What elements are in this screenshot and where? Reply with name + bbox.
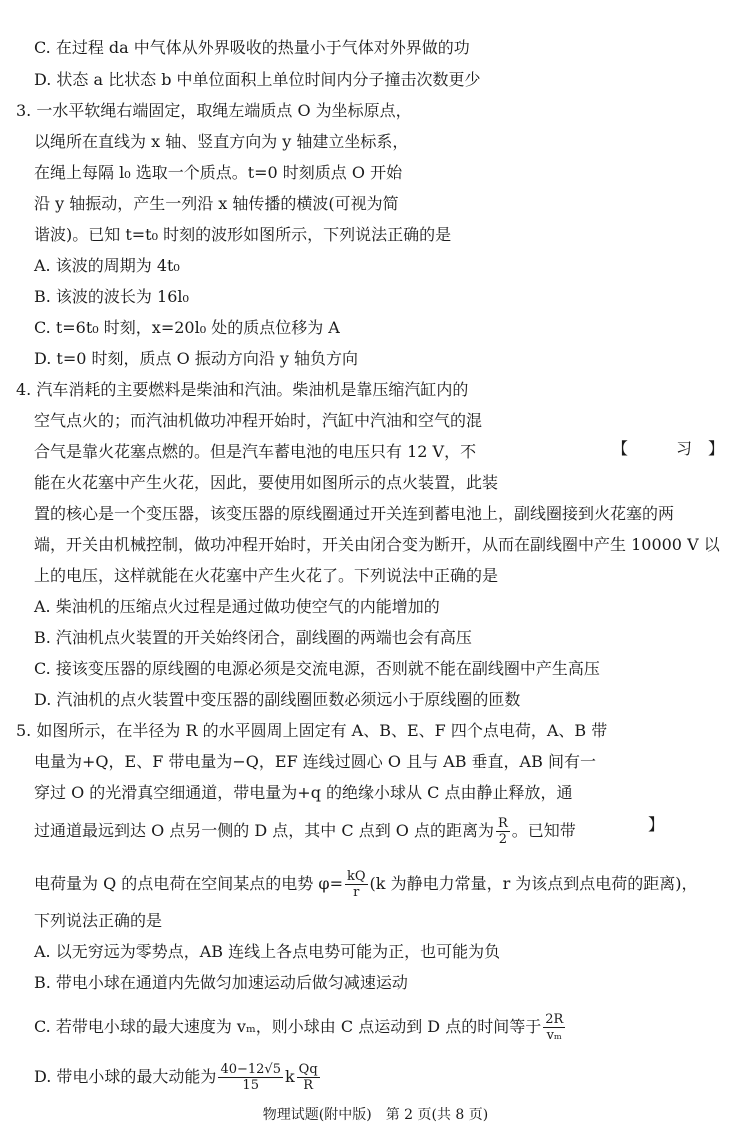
fraction-qq-over-r — [297, 1062, 320, 1093]
q5-stem-line-4-tail: 。已知带 — [511, 821, 576, 840]
fraction-2r-over-vm — [543, 1012, 565, 1043]
q5-option-d-k: k — [284, 1067, 295, 1086]
q5-stem-line-5-text: 电荷量为 Q 的点电荷在空间某点的电势 φ= — [34, 874, 343, 893]
q3-option-d: D. t=0 时刻，质点 O 振动方向沿 y 轴负方向 — [34, 349, 359, 368]
q3-option-c: C. t=6t₀ 时刻，x=20l₀ 处的质点位移为 A — [34, 318, 340, 337]
q5-stem-line-4-text: 过通道最远到达 O 点另一侧的 D 点，其中 C 点到 O 点的距离为 — [34, 821, 494, 840]
q5-option-a: A. 以无穷远为零势点，AB 连线上各点电势可能为正，也可能为负 — [34, 942, 501, 961]
q4-stem-line-4: 能在火花塞中产生火花，因此，要使用如图所示的点火装置，此装 — [34, 473, 499, 492]
q3-stem-line-5: 谐波)。已知 t=t₀ 时刻的波形如图所示，下列说法正确的是 — [34, 225, 452, 244]
fraction-denominator: r — [353, 885, 360, 900]
q3-stem-line-1: 3. 一水平软绳右端固定，取绳左端质点 O 为坐标原点， — [16, 101, 412, 120]
q4-stem-line-6: 端，开关由机械控制，做功冲程开始时，开关由闭合变为断开，从而在副线圈中产生 10000 V 以 — [34, 535, 720, 554]
fraction-numerator: kQ — [347, 869, 366, 884]
q3-option-a: A. 该波的周期为 4t₀ — [34, 256, 180, 275]
fraction-numerator: R — [498, 816, 508, 831]
q5-stem-line-4 — [34, 816, 576, 847]
fraction-numerator: 40−12√5 — [220, 1062, 281, 1077]
fraction-denominator: 2 — [498, 832, 508, 847]
q3-option-b: B. 该波的波长为 16l₀ — [34, 287, 189, 306]
q5-side-bracket: 】 — [648, 815, 665, 834]
q5-option-c-text: C. 若带电小球的最大速度为 vₘ，则小球由 C 点运动到 D 点的时间等于 — [34, 1017, 542, 1036]
q3-stem-line-2: 以绳所在直线为 x 轴、竖直方向为 y 轴建立坐标系， — [34, 132, 409, 151]
q5-option-d — [34, 1062, 322, 1093]
q4-stem-line-7: 上的电压，这样就能在火花塞中产生火花了。下列说法中正确的是 — [34, 566, 499, 585]
q4-side-bracket: 【 习 】 — [612, 439, 725, 458]
q5-stem-line-3: 穿过 O 的光滑真空细通道，带电量为+q 的绝缘小球从 C 点由静止释放，通 — [34, 783, 573, 802]
fraction-numerator: Qq — [298, 1062, 318, 1077]
fraction-kq-over-r — [345, 869, 368, 900]
q4-option-a: A. 柴油机的压缩点火过程是通过做功使空气的内能增加的 — [34, 597, 440, 616]
fraction-numerator: 2R — [545, 1012, 564, 1027]
fraction-denominator: R — [303, 1078, 314, 1093]
q4-stem-line-1: 4. 汽车消耗的主要燃料是柴油和汽油。柴油机是靠压缩汽缸内的 — [16, 380, 469, 399]
q2-option-c: C. 在过程 da 中气体从外界吸收的热量小于气体对外界做的功 — [34, 38, 470, 57]
q3-stem-line-3: 在绳上每隔 l₀ 选取一个质点。t=0 时刻质点 O 开始 — [34, 163, 403, 182]
fraction-denominator: vₘ — [546, 1028, 562, 1043]
fraction-denominator: 15 — [242, 1078, 259, 1093]
q4-stem-line-3: 合气是靠火花塞点燃的。但是汽车蓄电池的电压只有 12 V，不 — [34, 442, 477, 461]
q4-option-b: B. 汽油机点火装置的开关始终闭合，副线圈的两端也会有高压 — [34, 628, 472, 647]
q3-stem-line-4: 沿 y 轴振动，产生一列沿 x 轴传播的横波(可视为简 — [34, 194, 399, 213]
q5-stem-line-1: 5. 如图所示，在半径为 R 的水平圆周上固定有 A、B、E、F 四个点电荷，A、B 带 — [16, 721, 608, 740]
q5-stem-line-5-tail: (k 为静电力常量，r 为该点到点电荷的距离)， — [369, 874, 698, 893]
q5-option-b: B. 带电小球在通道内先做匀加速运动后做匀减速运动 — [34, 973, 408, 992]
q5-stem-line-2: 电量为+Q，E、F 带电量为−Q，EF 连线过圆心 O 且与 AB 垂直，AB 间有一 — [34, 752, 596, 771]
q5-option-d-text: D. 带电小球的最大动能为 — [34, 1067, 217, 1086]
q5-stem-line-5 — [34, 869, 698, 900]
fraction-r-over-2 — [496, 816, 510, 847]
q5-stem-line-6: 下列说法正确的是 — [34, 911, 163, 930]
page-footer: 物理试题(附中版) 第 2 页(共 8 页) — [262, 1107, 489, 1123]
q4-option-d: D. 汽油机的点火装置中变压器的副线圈匝数必须远小于原线圈的匝数 — [34, 690, 521, 709]
q4-option-c: C. 接该变压器的原线圈的电源必须是交流电源，否则就不能在副线圈中产生高压 — [34, 659, 600, 678]
q4-stem-line-5: 置的核心是一个变压器，该变压器的原线圈通过开关连到蓄电池上，副线圈接到火花塞的两 — [34, 504, 675, 523]
fraction-energy-coefficient — [218, 1062, 283, 1093]
q4-stem-line-2: 空气点火的；而汽油机做功冲程开始时，汽缸中汽油和空气的混 — [34, 411, 483, 430]
q5-option-c — [34, 1012, 567, 1043]
q2-option-d: D. 状态 a 比状态 b 中单位面积上单位时间内分子撞击次数更少 — [34, 70, 481, 89]
